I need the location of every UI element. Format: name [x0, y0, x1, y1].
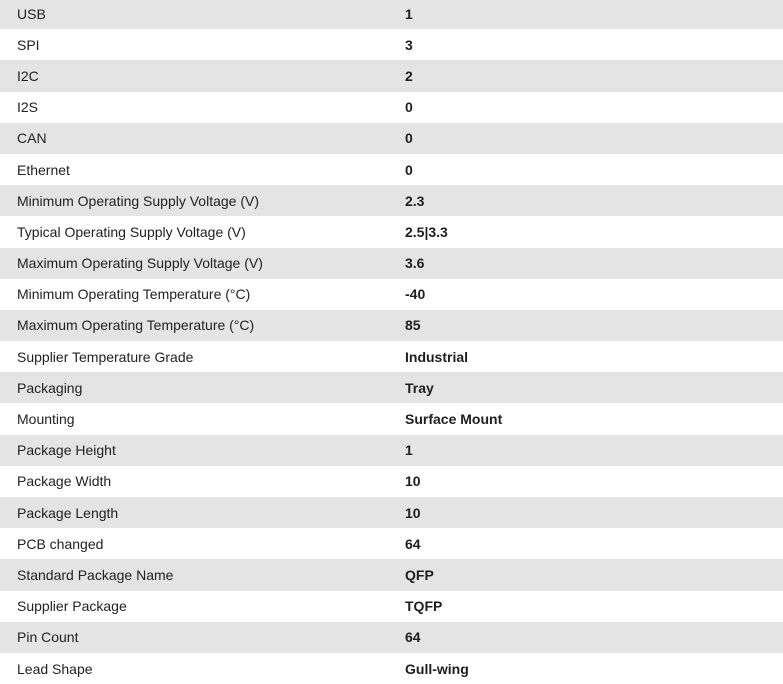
table-row: [0, 653, 783, 684]
spec-value: 1: [405, 435, 783, 466]
spec-value: 0: [405, 154, 783, 185]
table-row: [0, 29, 783, 60]
spec-label: CAN: [0, 123, 405, 154]
spec-label: I2S: [0, 92, 405, 123]
spec-label: Package Width: [0, 466, 405, 497]
table-row: [0, 310, 783, 341]
spec-label: PCB changed: [0, 528, 405, 559]
spec-label: Minimum Operating Supply Voltage (V): [0, 185, 405, 216]
table-row: [0, 497, 783, 528]
spec-label: Minimum Operating Temperature (°C): [0, 279, 405, 310]
spec-value: QFP: [405, 559, 783, 590]
spec-label: Standard Package Name: [0, 559, 405, 590]
table-row: [0, 559, 783, 590]
table-row: [0, 92, 783, 123]
spec-label: Lead Shape: [0, 653, 405, 684]
spec-value: TQFP: [405, 591, 783, 622]
spec-value: 64: [405, 528, 783, 559]
table-row: [0, 248, 783, 279]
table-row: [0, 154, 783, 185]
spec-label: Pin Count: [0, 622, 405, 653]
table-row: [0, 216, 783, 247]
spec-value: 3.6: [405, 248, 783, 279]
spec-value: 10: [405, 497, 783, 528]
table-row: [0, 0, 783, 29]
spec-value: 3: [405, 29, 783, 60]
spec-label: I2C: [0, 60, 405, 91]
spec-label: Ethernet: [0, 154, 405, 185]
table-row: [0, 591, 783, 622]
table-row: [0, 372, 783, 403]
table-row: [0, 60, 783, 91]
spec-label: USB: [0, 0, 405, 29]
spec-label: Packaging: [0, 372, 405, 403]
spec-value: 0: [405, 123, 783, 154]
spec-value: Industrial: [405, 341, 783, 372]
table-row: [0, 279, 783, 310]
spec-value: 85: [405, 310, 783, 341]
spec-value: -40: [405, 279, 783, 310]
spec-value: 64: [405, 622, 783, 653]
spec-value: 2.5|3.3: [405, 216, 783, 247]
table-row: [0, 123, 783, 154]
spec-label: Supplier Package: [0, 591, 405, 622]
table-row: [0, 435, 783, 466]
table-row: [0, 185, 783, 216]
spec-value: Tray: [405, 372, 783, 403]
spec-label: Package Length: [0, 497, 405, 528]
spec-value: Surface Mount: [405, 403, 783, 434]
table-row: [0, 528, 783, 559]
table-row: [0, 466, 783, 497]
spec-label: Maximum Operating Supply Voltage (V): [0, 248, 405, 279]
table-row: [0, 403, 783, 434]
spec-value: 1: [405, 0, 783, 29]
spec-value: 0: [405, 92, 783, 123]
spec-value: 10: [405, 466, 783, 497]
table-row: [0, 341, 783, 372]
spec-label: Package Height: [0, 435, 405, 466]
spec-label: Maximum Operating Temperature (°C): [0, 310, 405, 341]
spec-label: Typical Operating Supply Voltage (V): [0, 216, 405, 247]
table-row: [0, 622, 783, 653]
spec-value: 2: [405, 60, 783, 91]
spec-label: Supplier Temperature Grade: [0, 341, 405, 372]
spec-label: SPI: [0, 29, 405, 60]
spec-label: Mounting: [0, 403, 405, 434]
spec-value: 2.3: [405, 185, 783, 216]
spec-value: Gull-wing: [405, 653, 783, 684]
